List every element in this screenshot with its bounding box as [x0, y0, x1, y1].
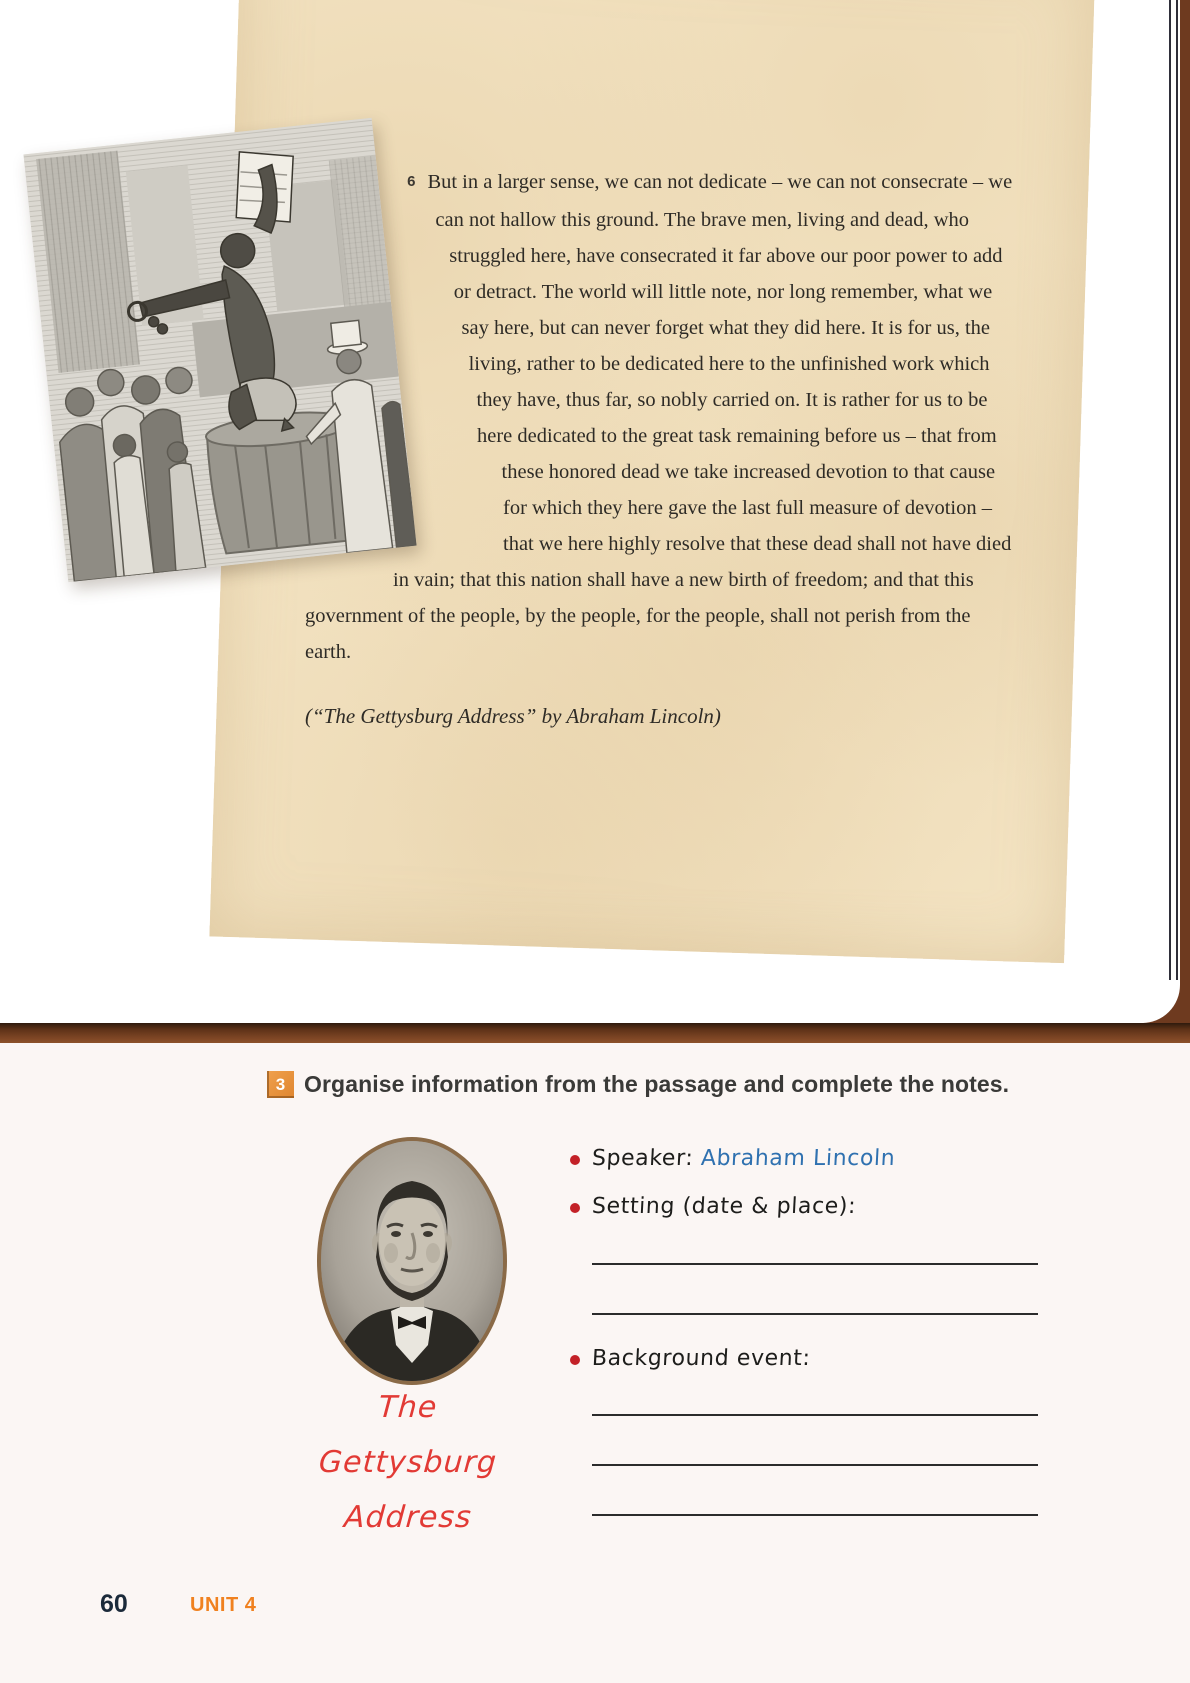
- exercise-instruction: Organise information from the passage and complete the notes.: [304, 1071, 1010, 1097]
- passage-block: [305, 164, 1015, 734]
- lincoln-portrait-image: [321, 1141, 503, 1381]
- note-background-label: Background event:: [591, 1346, 812, 1371]
- note-speaker-label: Speaker:: [591, 1146, 694, 1171]
- passage-citation: (“The Gettysburg Address” by Abraham Lincoln): [305, 704, 721, 728]
- book-cover-strip: [1180, 0, 1190, 1043]
- portrait-caption-line: The: [377, 1390, 439, 1425]
- answer-line: [592, 1263, 1038, 1265]
- unit-label: UNIT 4: [190, 1594, 257, 1616]
- note-speaker: [591, 1146, 896, 1171]
- bullet-icon: [570, 1355, 580, 1365]
- note-speaker-answer: Abraham Lincoln: [700, 1146, 896, 1171]
- note-setting-label: Setting (date & place):: [591, 1194, 857, 1219]
- exercise-number-badge: 3: [267, 1071, 294, 1098]
- portrait-caption-line: Address: [342, 1500, 474, 1535]
- page-edge-line: [1176, 0, 1178, 980]
- answer-line: [592, 1313, 1038, 1315]
- passage-text: But in a larger sense, we can not dedicate – we can not consecrate – we can not hallow this ground. The brave men, living and dead, who struggled here, have consecrated it far above our poor power to add or detract. The world will little note, nor long remember, what we say here, but can never forget what they did here. It is for us, the living, rather to be dedicated here to the unfinished work which they have, thus far, so nobly carried on. It is rather for us to be here dedicated to the great task remaining before us – that from these honored dead we take increased devotion to that cause for which they here gave the last full measure of devotion – that we here highly resolve that these dead shall not have died in vain; that this nation shall have a new birth of freedom; and that this government of the people, by the people, for the people, shall not perish from the earth.: [305, 171, 1013, 663]
- page-number: 60: [100, 1590, 128, 1618]
- bullet-icon: [570, 1203, 580, 1213]
- lincoln-portrait: [317, 1137, 507, 1385]
- section-divider-bar: [0, 1023, 1190, 1043]
- page-edge-line: [1169, 0, 1171, 980]
- portrait-caption-line: Gettysburg: [317, 1445, 499, 1480]
- paragraph-number: 6: [407, 173, 416, 190]
- answer-line: [592, 1414, 1038, 1416]
- answer-line: [592, 1514, 1038, 1516]
- answer-line: [592, 1464, 1038, 1466]
- bullet-icon: [570, 1155, 580, 1165]
